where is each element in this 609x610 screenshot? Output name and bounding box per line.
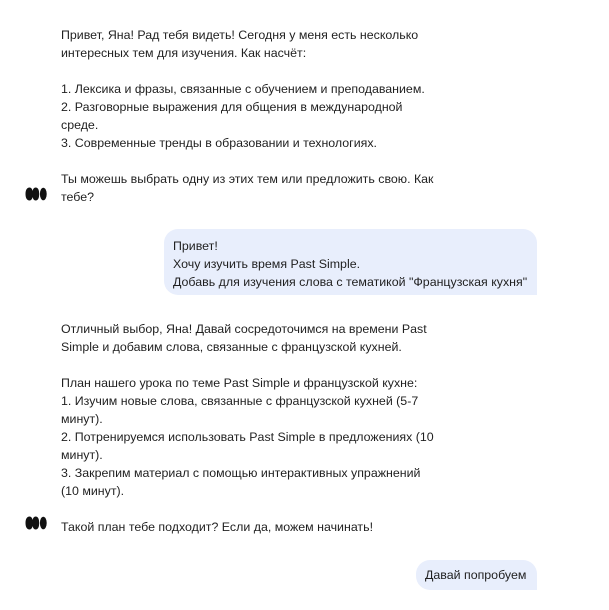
message-line: Хочу изучить время Past Simple. (173, 257, 361, 271)
assistant-message (61, 26, 451, 206)
message-paragraph: 1. Лексика и фразы, связанные с обучением и преподаванием. 2. Разговорные выражения для общения в международной среде. 3. Современные тренды в образовании и технологиях. (61, 82, 425, 150)
user-message (164, 229, 537, 295)
assistant-logo-icon (25, 516, 47, 530)
message-paragraph: Такой план тебе подходит? Если да, можем начинать! (61, 520, 374, 534)
message-line: Давай попробуем (425, 568, 527, 582)
message-line: Привет! (173, 239, 218, 253)
message-paragraph: Отличный выбор, Яна! Давай сосредоточимся на времени Past Simple и добавим слова, связанные с французской кухней. (61, 322, 427, 354)
message-paragraph: Ты можешь выбрать одну из этих тем или предложить свою. Как тебе? (61, 172, 434, 204)
user-message (416, 560, 537, 590)
message-paragraph: План нашего урока по теме Past Simple и французской кухне: 1. Изучим новые слова, связанные с французской кухней (5-7 минут). 2. Потренируемся использовать Past Simple в предложениях (10 минут). 3. Закрепим материал с помощью интерактивных упражнений (10 минут). (61, 376, 434, 498)
assistant-logo-icon (25, 187, 47, 201)
assistant-message (61, 320, 451, 536)
message-paragraph: Привет, Яна! Рад тебя видеть! Сегодня у меня есть несколько интересных тем для изучения. Как насчёт: (61, 28, 419, 60)
message-line: Добавь для изучения слова с тематикой "Французская кухня" (173, 275, 528, 289)
